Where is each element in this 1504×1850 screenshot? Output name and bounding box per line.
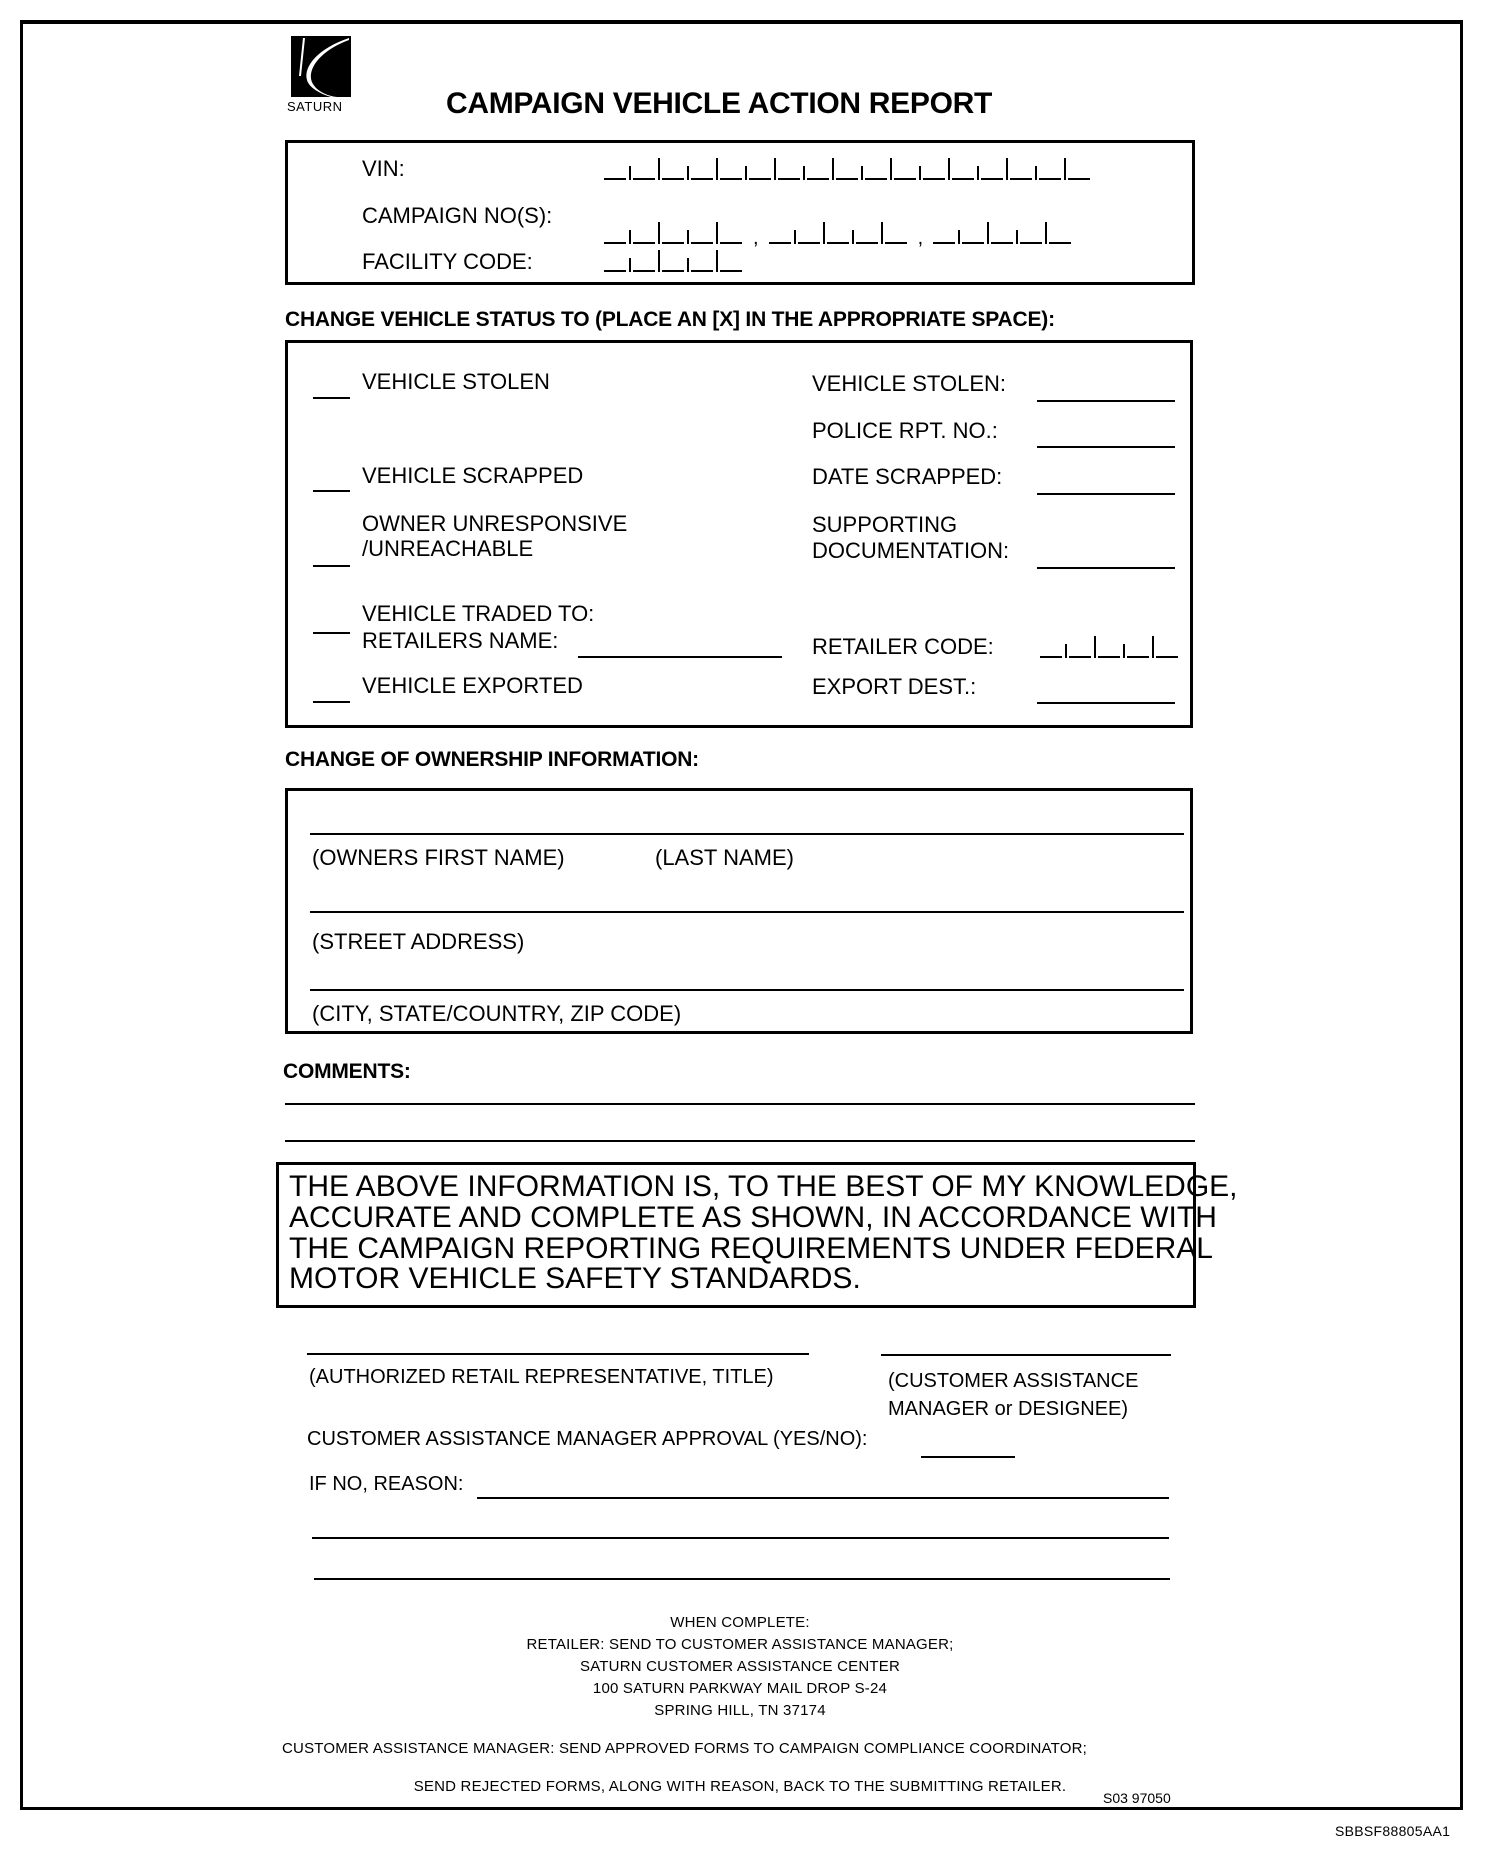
supporting-doc-input[interactable] [1037,567,1175,569]
vin-char-slot[interactable] [778,178,800,180]
retailers-name-label: RETAILERS NAME: [362,628,559,653]
instruction-line-2: RETAILER: SEND TO CUSTOMER ASSISTANCE MANAGER; [526,1636,954,1653]
comments-heading: COMMENTS: [283,1060,411,1083]
campaign-char-slot[interactable] [885,242,907,244]
campaign-char-slot[interactable] [798,242,820,244]
vin-char-slot[interactable] [691,178,713,180]
ownership-heading: CHANGE OF OWNERSHIP INFORMATION: [285,748,699,771]
facility-code-label: FACILITY CODE: [362,249,533,274]
form-number: S03 97050 [1103,1790,1171,1806]
retailer-code-label: RETAILER CODE: [812,634,994,659]
attestation-line-1: THE ABOVE INFORMATION IS, TO THE BEST OF MY KNOWLEDGE, [289,1170,1238,1203]
facility-char-slot[interactable] [662,270,684,272]
campaign-char-slot[interactable] [1020,242,1042,244]
cam-caption-line1: (CUSTOMER ASSISTANCE [888,1370,1139,1392]
police-report-input[interactable] [1037,446,1175,448]
vehicle-exported-option: VEHICLE EXPORTED [362,673,583,698]
vehicle-stolen-checkbox[interactable] [313,397,350,399]
owner-name-input[interactable] [310,833,1184,835]
vehicle-scrapped-option: VEHICLE SCRAPPED [362,463,584,488]
retailer-code-char-slot[interactable] [1127,656,1149,658]
status-heading: CHANGE VEHICLE STATUS TO (PLACE AN [X] IN THE APPROPRIATE SPACE): [285,308,1055,331]
retailer-code-char-slot[interactable] [1040,656,1062,658]
first-name-caption: (OWNERS FIRST NAME) [312,845,565,870]
campaign-char-slot[interactable] [769,242,791,244]
cam-instruction: CUSTOMER ASSISTANCE MANAGER: SEND APPROVED FORMS TO CAMPAIGN COMPLIANCE COORDINATOR; [282,1740,1087,1757]
vin-char-slot[interactable] [1010,178,1032,180]
vin-char-slot[interactable] [1039,178,1061,180]
police-report-label: POLICE RPT. NO.: [812,418,998,443]
owner-unresponsive-checkbox[interactable] [313,565,350,567]
vin-char-slot[interactable] [720,178,742,180]
campaign-char-slot[interactable] [720,242,742,244]
instruction-line-1: WHEN COMPLETE: [670,1614,810,1631]
reason-line-2[interactable] [312,1537,1169,1539]
vin-label: VIN: [362,156,405,181]
vin-char-slot[interactable] [952,178,974,180]
date-scrapped-label: DATE SCRAPPED: [812,464,1003,489]
attestation-line-2: ACCURATE AND COMPLETE AS SHOWN, IN ACCORDANCE WITH [289,1201,1217,1234]
facility-char-slot[interactable] [633,270,655,272]
campaign-char-slot[interactable] [604,242,626,244]
figure-id: SBBSF88805AA1 [1335,1823,1451,1839]
facility-char-slot[interactable] [604,270,626,272]
vin-char-slot[interactable] [662,178,684,180]
approval-input[interactable] [921,1456,1015,1458]
street-address-input[interactable] [310,911,1184,913]
vin-char-slot[interactable] [1068,178,1090,180]
supporting-doc-label-line1: SUPPORTING [812,512,958,537]
retailer-code-char-slot[interactable] [1098,656,1120,658]
retail-rep-caption: (AUTHORIZED RETAIL REPRESENTATIVE, TITLE) [309,1366,774,1388]
comment-line-2[interactable] [285,1140,1195,1142]
brand-name: SATURN [287,99,343,114]
reason-line-1[interactable] [477,1497,1169,1499]
vin-input[interactable] [604,178,1097,180]
last-name-caption: (LAST NAME) [655,845,794,870]
campaign-char-slot[interactable] [691,242,713,244]
facility-code-input[interactable] [604,270,749,272]
vehicle-stolen-option: VEHICLE STOLEN [362,369,550,394]
saturn-logo-icon [291,36,351,97]
campaign-separator: , [917,227,924,249]
retailer-code-input[interactable] [1040,656,1185,658]
vin-char-slot[interactable] [981,178,1003,180]
instruction-line-5: SPRING HILL, TN 37174 [654,1702,826,1719]
vin-char-slot[interactable] [894,178,916,180]
retailer-code-char-slot[interactable] [1156,656,1178,658]
cam-signature-input[interactable] [881,1354,1171,1356]
vin-char-slot[interactable] [633,178,655,180]
vin-char-slot[interactable] [604,178,626,180]
city-state-zip-input[interactable] [310,989,1184,991]
campaign-char-slot[interactable] [662,242,684,244]
campaign-char-slot[interactable] [933,242,955,244]
cam-caption-line2: MANAGER or DESIGNEE) [888,1398,1129,1420]
comment-line-1[interactable] [285,1103,1195,1105]
campaign-separator: , [753,227,759,249]
page-title: CAMPAIGN VEHICLE ACTION REPORT [446,87,993,120]
supporting-doc-label-line2: DOCUMENTATION: [812,538,1010,563]
retailer-code-char-slot[interactable] [1069,656,1091,658]
owner-unresponsive-option-line1: OWNER UNRESPONSIVE [362,511,628,536]
vehicle-stolen-input[interactable] [1037,400,1175,402]
export-dest-input[interactable] [1037,702,1175,704]
campaign-char-slot[interactable] [633,242,655,244]
campaign-number-input[interactable] [604,224,1078,249]
retailers-name-input[interactable] [578,656,782,658]
date-scrapped-input[interactable] [1037,493,1175,495]
vehicle-scrapped-checkbox[interactable] [313,490,350,492]
vin-char-slot[interactable] [749,178,771,180]
retail-rep-signature-input[interactable] [307,1353,809,1355]
vin-char-slot[interactable] [865,178,887,180]
attestation-line-4: MOTOR VEHICLE SAFETY STANDARDS. [289,1262,861,1295]
vehicle-stolen-detail-label: VEHICLE STOLEN: [812,371,1006,396]
facility-char-slot[interactable] [691,270,713,272]
campaign-char-slot[interactable] [827,242,849,244]
rejected-instruction: SEND REJECTED FORMS, ALONG WITH REASON, BACK TO THE SUBMITTING RETAILER. [413,1778,1067,1795]
vehicle-exported-checkbox[interactable] [313,701,350,703]
export-dest-label: EXPORT DEST.: [812,674,977,699]
campaign-char-slot[interactable] [991,242,1013,244]
owner-unresponsive-option-line2: /UNREACHABLE [362,536,534,561]
attestation-line-3: THE CAMPAIGN REPORTING REQUIREMENTS UNDER FEDERAL [289,1232,1213,1265]
vin-char-slot[interactable] [923,178,945,180]
campaign-char-slot[interactable] [962,242,984,244]
reason-label: IF NO, REASON: [309,1473,464,1495]
street-address-caption: (STREET ADDRESS) [312,929,525,954]
instruction-line-3: SATURN CUSTOMER ASSISTANCE CENTER [580,1658,900,1675]
campaign-label: CAMPAIGN NO(S): [362,203,553,228]
campaign-char-slot[interactable] [856,242,878,244]
vehicle-traded-option-line1: VEHICLE TRADED TO: [362,601,595,626]
campaign-char-slot[interactable] [1049,242,1071,244]
instruction-line-4: 100 SATURN PARKWAY MAIL DROP S-24 [592,1680,888,1697]
approval-label: CUSTOMER ASSISTANCE MANAGER APPROVAL (YES/NO): [307,1428,868,1450]
city-state-zip-caption: (CITY, STATE/COUNTRY, ZIP CODE) [312,1001,682,1026]
reason-line-3[interactable] [314,1578,1170,1580]
vehicle-traded-checkbox[interactable] [313,632,350,634]
facility-char-slot[interactable] [720,270,742,272]
vin-char-slot[interactable] [836,178,858,180]
vin-char-slot[interactable] [807,178,829,180]
